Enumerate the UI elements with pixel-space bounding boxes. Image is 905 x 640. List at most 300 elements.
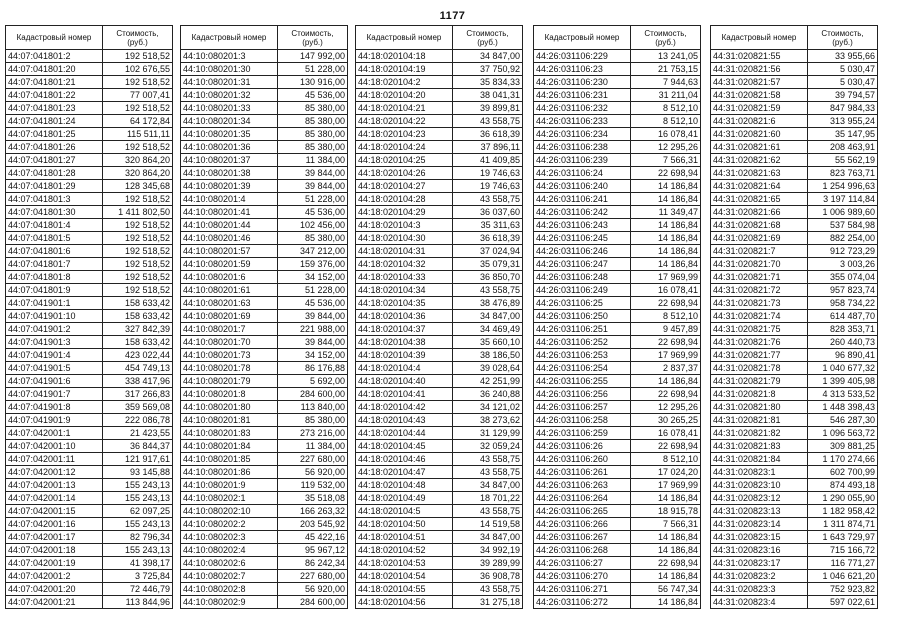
table-row (6, 297, 173, 310)
table-row (534, 557, 701, 570)
cadastral-number: 44:10:080202:7 (181, 570, 278, 583)
cost-value: 192 518,52 (103, 102, 173, 115)
cost-value: 3 197 114,84 (808, 193, 878, 206)
cadastral-number: 44:18:020104:48 (356, 479, 453, 492)
cost-value: 34 847,00 (453, 531, 523, 544)
cost-value: 614 487,70 (808, 310, 878, 323)
cadastral-number: 44:07:041901:5 (6, 362, 103, 375)
cost-value: 22 698,94 (631, 167, 701, 180)
cadastral-number: 44:10:080202:8 (181, 583, 278, 596)
cadastral-number: 44:18:020104:23 (356, 128, 453, 141)
table-row (534, 297, 701, 310)
table-row (711, 141, 878, 154)
cost-value: 957 823,74 (808, 284, 878, 297)
table-row (6, 167, 173, 180)
cadastral-number: 44:07:042001:21 (6, 596, 103, 609)
cost-value: 14 186,84 (631, 544, 701, 557)
cadastral-number: 44:10:080201:37 (181, 154, 278, 167)
cost-value: 19 746,63 (453, 167, 523, 180)
table-row (6, 180, 173, 193)
cost-value: 51 228,00 (278, 284, 348, 297)
cost-value: 119 532,00 (278, 479, 348, 492)
cost-value: 85 380,00 (278, 115, 348, 128)
cadastral-number: 44:18:020104:45 (356, 440, 453, 453)
table-row (534, 375, 701, 388)
cadastral-number: 44:31:020823:2 (711, 570, 808, 583)
cost-value: 36 240,88 (453, 388, 523, 401)
table-row (711, 115, 878, 128)
cost-value: 85 380,00 (278, 232, 348, 245)
table-row (711, 557, 878, 570)
cost-value: 715 166,72 (808, 544, 878, 557)
cost-value: 34 152,00 (278, 271, 348, 284)
cadastral-number: 44:07:041801:7 (6, 258, 103, 271)
cost-value: 18 915,78 (631, 505, 701, 518)
table-row (711, 89, 878, 102)
cost-value: 39 844,00 (278, 180, 348, 193)
table-row (356, 154, 523, 167)
cadastral-number: 44:18:020104:41 (356, 388, 453, 401)
cadastral-number: 44:31:020821:63 (711, 167, 808, 180)
cost-value: 93 145,88 (103, 466, 173, 479)
table-row (356, 76, 523, 89)
cost-value: 17 969,99 (631, 479, 701, 492)
cost-value: 11 384,00 (278, 154, 348, 167)
table-row (6, 453, 173, 466)
table-row (711, 570, 878, 583)
cadastral-number: 44:31:020823:10 (711, 479, 808, 492)
table-row (181, 245, 348, 258)
cost-value: 55 562,19 (808, 154, 878, 167)
table-row (6, 323, 173, 336)
table-row (356, 401, 523, 414)
cadastral-number: 44:07:042001:18 (6, 544, 103, 557)
cost-value: 192 518,52 (103, 50, 173, 63)
cadastral-number: 44:10:080201:61 (181, 284, 278, 297)
table-row (534, 76, 701, 89)
cadastre-table (710, 25, 878, 609)
cost-value: 1 411 802,50 (103, 206, 173, 219)
cadastral-number: 44:31:020821:73 (711, 297, 808, 310)
cadastral-number: 44:07:041901:3 (6, 336, 103, 349)
table-row (534, 245, 701, 258)
table-row (6, 596, 173, 609)
cost-value: 13 241,05 (631, 50, 701, 63)
cadastral-number: 44:07:041801:23 (6, 102, 103, 115)
table-row (181, 258, 348, 271)
cost-value: 423 022,44 (103, 349, 173, 362)
cost-value: 158 633,42 (103, 336, 173, 349)
cost-value: 14 186,84 (631, 531, 701, 544)
cost-value: 155 243,13 (103, 492, 173, 505)
cost-value: 1 046 621,20 (808, 570, 878, 583)
cadastral-number: 44:31:020821:61 (711, 141, 808, 154)
cadastral-number: 44:31:020821:81 (711, 414, 808, 427)
table-row (534, 401, 701, 414)
cost-value: 192 518,52 (103, 141, 173, 154)
cost-value: 17 024,20 (631, 466, 701, 479)
cost-value: 121 917,61 (103, 453, 173, 466)
cadastral-number: 44:26:031106:247 (534, 258, 631, 271)
cost-value: 227 680,00 (278, 453, 348, 466)
table-row (181, 89, 348, 102)
cost-value: 284 600,00 (278, 596, 348, 609)
table-row (356, 336, 523, 349)
cost-value: 86 242,34 (278, 557, 348, 570)
cadastral-number: 44:07:041801:27 (6, 154, 103, 167)
cost-value: 102 676,55 (103, 63, 173, 76)
cost-value: 192 518,52 (103, 271, 173, 284)
cadastral-number: 44:07:041801:4 (6, 219, 103, 232)
cadastral-number: 44:18:020104:2 (356, 76, 453, 89)
cost-value: 828 353,71 (808, 323, 878, 336)
table-row (6, 50, 173, 63)
cost-value: 1 006 989,60 (808, 206, 878, 219)
cost-value: 192 518,52 (103, 76, 173, 89)
header-number: Кадастровый номер (356, 26, 453, 50)
table-row (534, 206, 701, 219)
cadastral-number: 44:18:020104:55 (356, 583, 453, 596)
table-row (356, 50, 523, 63)
table-row (356, 479, 523, 492)
header-number: Кадастровый номер (534, 26, 631, 50)
table-row (6, 128, 173, 141)
cadastral-number: 44:10:080201:86 (181, 466, 278, 479)
cadastral-number: 44:07:041901:10 (6, 310, 103, 323)
table-row (6, 141, 173, 154)
cadastral-number: 44:10:080201:44 (181, 219, 278, 232)
table-row (711, 440, 878, 453)
table-row (356, 115, 523, 128)
table-row (534, 115, 701, 128)
table-row (711, 362, 878, 375)
table-row (534, 479, 701, 492)
table-row (6, 414, 173, 427)
cadastral-number: 44:07:042001:12 (6, 466, 103, 479)
table-row (356, 180, 523, 193)
cadastral-number: 44:10:080201:73 (181, 349, 278, 362)
cadastral-number: 44:31:020821:6 (711, 115, 808, 128)
cadastral-number: 44:31:020821:77 (711, 349, 808, 362)
cadastral-number: 44:26:031106:26 (534, 440, 631, 453)
cost-value: 4 313 533,52 (808, 388, 878, 401)
cadastral-number: 44:07:041901:6 (6, 375, 103, 388)
table-row (356, 141, 523, 154)
cadastre-table (355, 25, 523, 609)
cadastral-number: 44:07:042001:2 (6, 570, 103, 583)
table-row (6, 531, 173, 544)
table-row (181, 349, 348, 362)
table-row (356, 349, 523, 362)
cadastral-number: 44:26:031106:230 (534, 76, 631, 89)
table-row (534, 440, 701, 453)
cadastral-number: 44:26:031106:260 (534, 453, 631, 466)
cost-value: 192 518,52 (103, 258, 173, 271)
cadastral-number: 44:18:020104:54 (356, 570, 453, 583)
table-row (356, 362, 523, 375)
cadastral-number: 44:18:020104:30 (356, 232, 453, 245)
cadastral-number: 44:26:031106:25 (534, 297, 631, 310)
table-row (6, 583, 173, 596)
cadastral-number: 44:26:031106:246 (534, 245, 631, 258)
cost-value: 320 864,20 (103, 154, 173, 167)
table-row (181, 284, 348, 297)
cadastral-number: 44:26:031106:255 (534, 375, 631, 388)
table-row (6, 232, 173, 245)
cost-value: 14 186,84 (631, 570, 701, 583)
table-row (534, 349, 701, 362)
table-row (181, 271, 348, 284)
header-cost: Стоимость, (руб.) (631, 26, 701, 50)
cadastre-table (180, 25, 348, 609)
table-row (181, 453, 348, 466)
cadastral-number: 44:31:020821:8 (711, 388, 808, 401)
table-row (711, 401, 878, 414)
table-row (356, 206, 523, 219)
table-row (356, 518, 523, 531)
cost-value: 14 186,84 (631, 232, 701, 245)
table-row (711, 232, 878, 245)
table-row (711, 76, 878, 89)
cost-value: 62 097,25 (103, 505, 173, 518)
cost-value: 14 186,84 (631, 219, 701, 232)
table-row (534, 388, 701, 401)
cost-value: 95 967,12 (278, 544, 348, 557)
cadastral-number: 44:07:041801:25 (6, 128, 103, 141)
cadastral-number: 44:18:020104:18 (356, 50, 453, 63)
cadastral-number: 44:18:020104:34 (356, 284, 453, 297)
cost-value: 159 376,00 (278, 258, 348, 271)
table-row (181, 544, 348, 557)
table-row (356, 297, 523, 310)
table-row (711, 505, 878, 518)
cadastral-number: 44:07:041901:2 (6, 323, 103, 336)
cadastral-number: 44:31:020823:14 (711, 518, 808, 531)
table-row (181, 466, 348, 479)
table-row (181, 414, 348, 427)
cost-value: 43 558,75 (453, 583, 523, 596)
cadastral-number: 44:10:080202:9 (181, 596, 278, 609)
cost-value: 34 847,00 (453, 479, 523, 492)
cost-value: 355 074,04 (808, 271, 878, 284)
table-row (181, 310, 348, 323)
table-row (181, 440, 348, 453)
cost-value: 155 243,13 (103, 479, 173, 492)
header-cost: Стоимость, (руб.) (278, 26, 348, 50)
cadastral-number: 44:26:031106:239 (534, 154, 631, 167)
cost-value: 85 380,00 (278, 102, 348, 115)
cost-value: 130 916,00 (278, 76, 348, 89)
cadastral-number: 44:31:020821:76 (711, 336, 808, 349)
table-row (181, 323, 348, 336)
cadastral-number: 44:31:020821:75 (711, 323, 808, 336)
table-row (534, 492, 701, 505)
table-row (356, 232, 523, 245)
cadastral-number: 44:10:080201:79 (181, 375, 278, 388)
cost-value: 155 243,13 (103, 544, 173, 557)
cadastral-number: 44:07:041801:22 (6, 89, 103, 102)
table-row (534, 518, 701, 531)
cost-value: 14 186,84 (631, 375, 701, 388)
table-row (356, 453, 523, 466)
cadastral-number: 44:26:031106:231 (534, 89, 631, 102)
cadastral-number: 44:31:020823:12 (711, 492, 808, 505)
cadastral-number: 44:07:042001:11 (6, 453, 103, 466)
cadastral-number: 44:26:031106:238 (534, 141, 631, 154)
cadastral-number: 44:18:020104:25 (356, 154, 453, 167)
table-row (356, 466, 523, 479)
cadastre-table (5, 25, 173, 609)
cost-value: 260 440,73 (808, 336, 878, 349)
cost-value: 56 920,00 (278, 466, 348, 479)
header-cost: Стоимость, (руб.) (453, 26, 523, 50)
table-row (6, 466, 173, 479)
cost-value: 39 844,00 (278, 310, 348, 323)
cost-value: 56 747,34 (631, 583, 701, 596)
cadastral-number: 44:10:080201:7 (181, 323, 278, 336)
table-row (356, 414, 523, 427)
cadastral-number: 44:26:031106:265 (534, 505, 631, 518)
cost-value: 14 186,84 (631, 245, 701, 258)
table-row (534, 531, 701, 544)
table-row (6, 193, 173, 206)
cost-value: 17 969,99 (631, 349, 701, 362)
table-row (6, 349, 173, 362)
cadastral-number: 44:26:031106:243 (534, 219, 631, 232)
cadastral-number: 44:31:020821:64 (711, 180, 808, 193)
cost-value: 31 129,99 (453, 427, 523, 440)
cadastral-number: 44:10:080201:63 (181, 297, 278, 310)
cadastral-number: 44:18:020104:47 (356, 466, 453, 479)
cadastral-number: 44:26:031106:267 (534, 531, 631, 544)
cadastral-number: 44:18:020104:52 (356, 544, 453, 557)
cost-value: 221 988,00 (278, 323, 348, 336)
cadastral-number: 44:31:020821:65 (711, 193, 808, 206)
cost-value: 43 558,75 (453, 453, 523, 466)
cadastral-number: 44:10:080201:9 (181, 479, 278, 492)
cadastral-number: 44:31:020821:79 (711, 375, 808, 388)
table-row (534, 232, 701, 245)
cost-value: 34 152,00 (278, 349, 348, 362)
cost-value: 85 380,00 (278, 414, 348, 427)
cadastral-number: 44:10:080201:30 (181, 63, 278, 76)
cost-value: 147 992,00 (278, 50, 348, 63)
cadastral-number: 44:07:041801:28 (6, 167, 103, 180)
cadastral-number: 44:10:080201:59 (181, 258, 278, 271)
cost-value: 338 417,96 (103, 375, 173, 388)
cost-value: 31 211,04 (631, 89, 701, 102)
cost-value: 36 618,39 (453, 232, 523, 245)
cadastral-number: 44:18:020104:43 (356, 414, 453, 427)
table-row (711, 479, 878, 492)
cadastral-number: 44:31:020823:4 (711, 596, 808, 609)
cadastral-number: 44:10:080202:3 (181, 531, 278, 544)
cost-value: 113 840,00 (278, 401, 348, 414)
cadastral-number: 44:26:031106:253 (534, 349, 631, 362)
cost-value: 34 847,00 (453, 310, 523, 323)
cadastral-number: 44:26:031106:233 (534, 115, 631, 128)
table-row (181, 63, 348, 76)
table-row (356, 128, 523, 141)
cadastral-number: 44:31:020821:59 (711, 102, 808, 115)
cost-value: 1 643 729,97 (808, 531, 878, 544)
cadastral-number: 44:10:080201:31 (181, 76, 278, 89)
cost-value: 38 186,50 (453, 349, 523, 362)
cadastral-number: 44:18:020104:5 (356, 505, 453, 518)
table-row (6, 570, 173, 583)
table-row (711, 167, 878, 180)
cadastral-number: 44:07:041801:3 (6, 193, 103, 206)
cadastral-number: 44:18:020104:21 (356, 102, 453, 115)
cadastral-number: 44:31:020823:16 (711, 544, 808, 557)
cost-value: 18 701,22 (453, 492, 523, 505)
cost-value: 116 771,27 (808, 557, 878, 570)
table-row (6, 479, 173, 492)
cadastral-number: 44:31:020821:66 (711, 206, 808, 219)
cadastral-number: 44:07:041901:1 (6, 297, 103, 310)
cost-value: 1 399 405,98 (808, 375, 878, 388)
cost-value: 43 558,75 (453, 284, 523, 297)
table-row (711, 180, 878, 193)
table-row (181, 583, 348, 596)
table-row (534, 596, 701, 609)
table-row (534, 453, 701, 466)
cadastral-number: 44:18:020104:38 (356, 336, 453, 349)
cost-value: 41 398,17 (103, 557, 173, 570)
table-row (356, 596, 523, 609)
cadastre-table (533, 25, 701, 609)
table-row (711, 375, 878, 388)
cadastral-number: 44:18:020104:36 (356, 310, 453, 323)
cadastral-number: 44:18:020104:40 (356, 375, 453, 388)
table-row (534, 193, 701, 206)
table-row (711, 544, 878, 557)
table-row (711, 128, 878, 141)
cost-value: 35 311,63 (453, 219, 523, 232)
cadastral-number: 44:31:020821:72 (711, 284, 808, 297)
cadastral-number: 44:10:080202:4 (181, 544, 278, 557)
cadastral-number: 44:10:080201:4 (181, 193, 278, 206)
table-row (6, 375, 173, 388)
cadastral-number: 44:07:041801:2 (6, 50, 103, 63)
cost-value: 43 558,75 (453, 193, 523, 206)
table-row (6, 518, 173, 531)
cost-value: 8 512,10 (631, 102, 701, 115)
cost-value: 227 680,00 (278, 570, 348, 583)
cost-value: 56 920,00 (278, 583, 348, 596)
cost-value: 43 558,75 (453, 505, 523, 518)
cost-value: 45 422,16 (278, 531, 348, 544)
table-row (711, 297, 878, 310)
table-row (356, 167, 523, 180)
table-row (356, 193, 523, 206)
table-row (534, 583, 701, 596)
cost-value: 34 992,19 (453, 544, 523, 557)
table-row (356, 492, 523, 505)
cost-value: 1 096 563,72 (808, 427, 878, 440)
cost-value: 192 518,52 (103, 284, 173, 297)
table-row (534, 141, 701, 154)
table-row (6, 63, 173, 76)
cost-value: 38 476,89 (453, 297, 523, 310)
cost-value: 958 734,22 (808, 297, 878, 310)
cadastral-number: 44:10:080201:69 (181, 310, 278, 323)
cost-value: 115 511,11 (103, 128, 173, 141)
cost-value: 77 007,41 (103, 89, 173, 102)
cadastral-number: 44:26:031106:271 (534, 583, 631, 596)
cost-value: 14 519,58 (453, 518, 523, 531)
cost-value: 222 086,78 (103, 414, 173, 427)
